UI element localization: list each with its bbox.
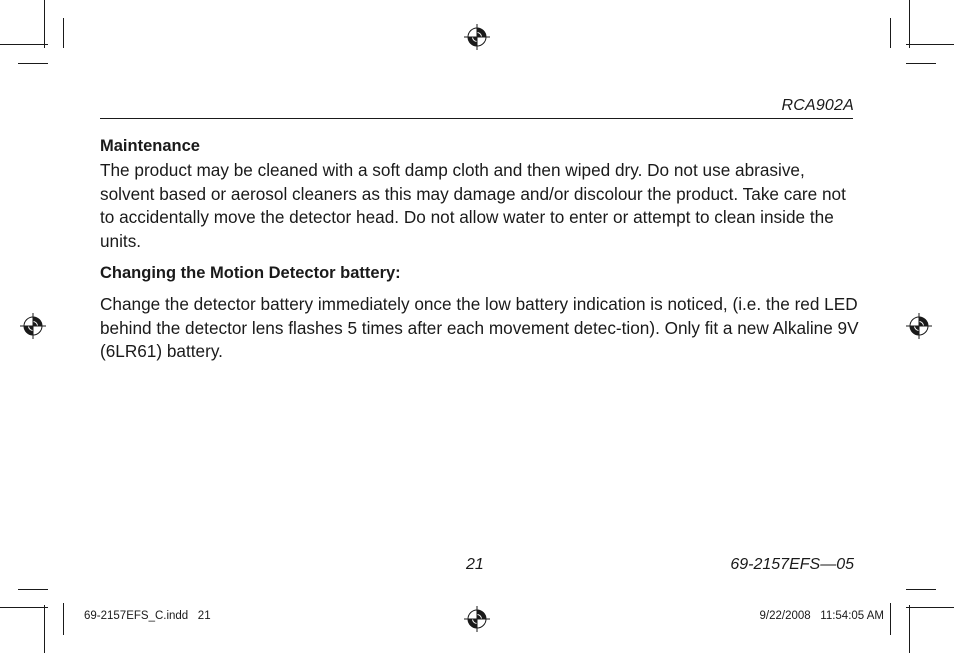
crop-mark xyxy=(18,589,48,590)
crop-mark xyxy=(890,603,891,635)
crop-mark xyxy=(909,0,910,48)
registration-mark-icon xyxy=(20,313,46,339)
crop-mark xyxy=(44,605,45,653)
crop-mark xyxy=(906,63,936,64)
crop-mark xyxy=(906,589,936,590)
battery-paragraph: Change the detector battery immediately once the low battery indication is noticed, (i.e. the red LED behind the detector lens flashes 5 times after each movement detec-tion). Only fit a new Alkaline 9V (6LR61) battery. xyxy=(100,294,859,361)
document-code: 69-2157EFS—05 xyxy=(730,556,854,573)
page-number: 21 xyxy=(466,556,484,573)
maintenance-paragraph: The product may be cleaned with a soft damp cloth and then wiped dry. Do not use abrasive, solvent based or aerosol cleaners as this may damage and/or discolour the product. Take care not to accidentally move the detector head. Do not allow water to enter or attempt to clean inside the units. xyxy=(100,160,846,251)
crop-mark xyxy=(906,44,954,45)
crop-mark xyxy=(0,607,48,608)
maintenance-heading: Maintenance xyxy=(100,137,200,155)
crop-mark xyxy=(906,607,954,608)
slug-timestamp: 9/22/2008 11:54:05 AM xyxy=(759,610,884,622)
crop-mark xyxy=(18,63,48,64)
battery-heading: Changing the Motion Detector battery: xyxy=(100,264,401,282)
header-rule xyxy=(100,118,853,119)
crop-mark xyxy=(44,0,45,48)
slug-file-name: 69-2157EFS_C.indd 21 xyxy=(84,610,211,622)
registration-mark-icon xyxy=(464,24,490,50)
model-number: RCA902A xyxy=(781,97,854,114)
registration-mark-icon xyxy=(906,313,932,339)
registration-mark-icon xyxy=(464,606,490,632)
crop-mark xyxy=(909,605,910,653)
crop-mark xyxy=(890,18,891,48)
page-content xyxy=(100,136,860,364)
crop-mark xyxy=(0,44,48,45)
crop-mark xyxy=(63,18,64,48)
crop-mark xyxy=(63,603,64,635)
